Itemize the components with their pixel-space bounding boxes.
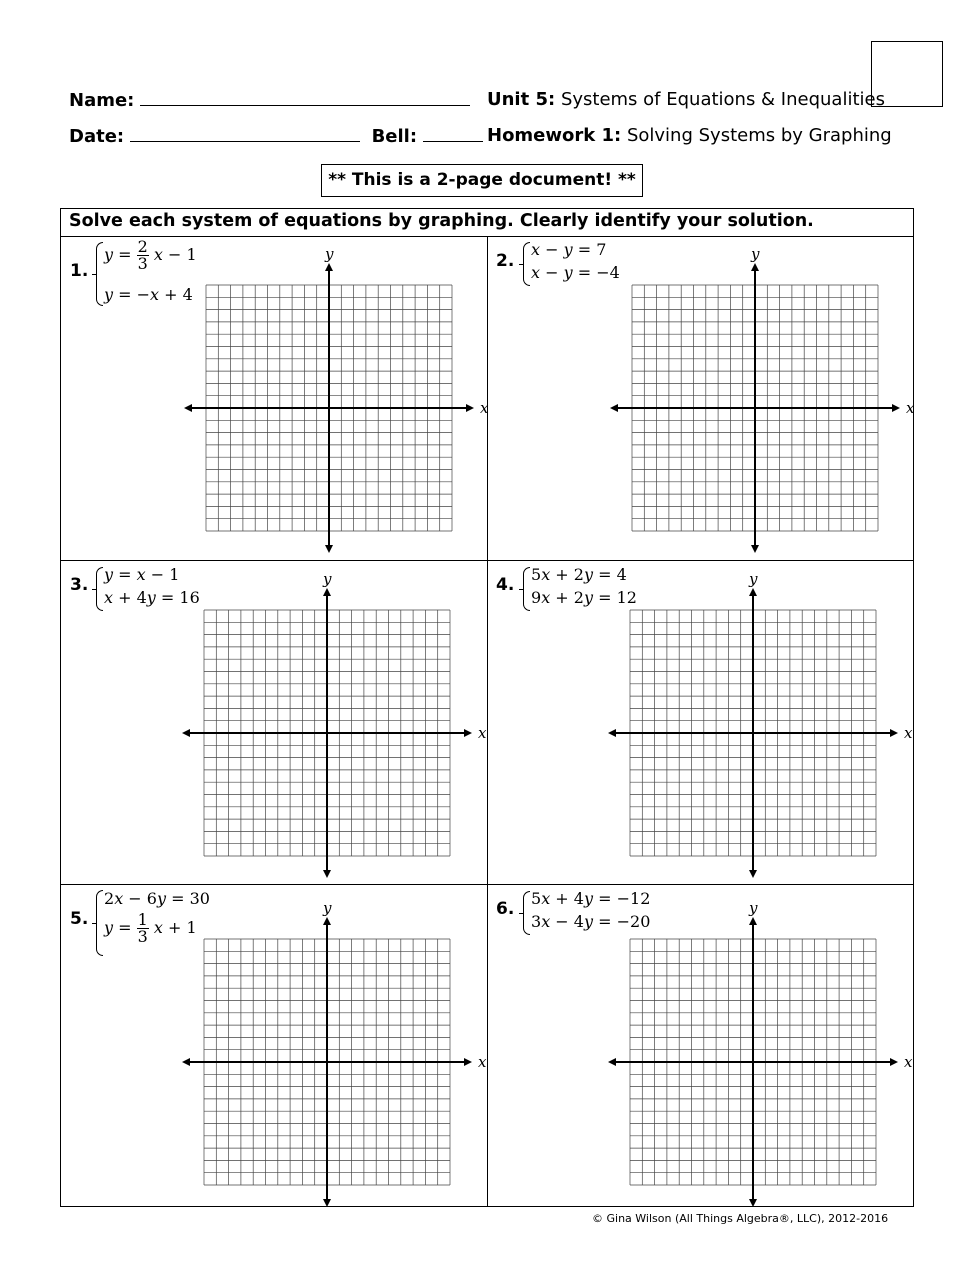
name-field[interactable] xyxy=(140,89,470,106)
x-axis-arrow-left xyxy=(608,1058,616,1066)
instructions: Solve each system of equations by graphing. Clearly identify your solution. xyxy=(69,211,814,231)
coordinate-plane-3[interactable] xyxy=(164,570,520,896)
problem-4-equation-2: 9x + 2y = 12 xyxy=(531,588,637,607)
x-axis-arrow-right xyxy=(890,1058,898,1066)
problem-6-number: 6. xyxy=(496,899,515,919)
coordinate-plane-1[interactable] xyxy=(166,245,522,571)
problem-6-brace xyxy=(523,891,530,935)
homework-label: Homework 1: xyxy=(487,125,622,146)
x-axis-label: x xyxy=(906,399,915,417)
problem-4-number: 4. xyxy=(496,575,515,595)
problem-5-equation-2: y = $\frac{1}{3}$ x + 1 xyxy=(104,910,197,946)
y-axis-arrow-up xyxy=(323,917,331,925)
y-axis-label: y xyxy=(325,245,334,263)
x-axis-label: x xyxy=(478,1053,487,1071)
x-axis-arrow-right xyxy=(464,1058,472,1066)
problem-6-equation-2: 3x − 4y = −20 xyxy=(531,912,651,931)
coordinate-plane-6[interactable] xyxy=(590,899,946,1225)
y-axis-label: y xyxy=(751,245,760,263)
y-axis-arrow-up xyxy=(751,263,759,271)
problem-2-brace xyxy=(523,242,530,286)
y-axis-arrow-down xyxy=(325,545,333,553)
x-axis-arrow-right xyxy=(890,729,898,737)
problem-2-equation-2: x − y = −4 xyxy=(531,263,620,282)
problem-3-number: 3. xyxy=(70,575,89,595)
x-axis-arrow-left xyxy=(610,404,618,412)
y-axis-arrow-up xyxy=(325,263,333,271)
x-axis-arrow-right xyxy=(466,404,474,412)
x-axis-arrow-right xyxy=(892,404,900,412)
fraction: $\frac{2}{3}$ xyxy=(137,237,148,273)
coordinate-plane-2[interactable] xyxy=(592,245,948,571)
y-axis-label: y xyxy=(323,570,332,588)
problem-5-number: 5. xyxy=(70,909,89,929)
x-axis-arrow-left xyxy=(182,1058,190,1066)
problem-4-brace xyxy=(523,567,530,611)
homework-title: Solving Systems by Graphing xyxy=(626,125,892,146)
y-axis-arrow-down xyxy=(749,1199,757,1207)
problem-1-equation-2: y = −x + 4 xyxy=(104,285,193,304)
problem-1-equation-1: y = $\frac{2}{3}$ x − 1 xyxy=(104,237,197,273)
problem-3-equation-2: x + 4y = 16 xyxy=(104,588,200,607)
homework-heading xyxy=(487,125,892,146)
x-axis-label: x xyxy=(904,724,913,742)
date-field[interactable] xyxy=(130,125,360,142)
x-axis-label: x xyxy=(478,724,487,742)
problem-4-equation-1: 5x + 2y = 4 xyxy=(531,565,627,584)
x-axis-arrow-right xyxy=(464,729,472,737)
copyright: © Gina Wilson (All Things Algebra®, LLC), 2012-2016 xyxy=(592,1212,889,1225)
x-axis-arrow-left xyxy=(182,729,190,737)
coordinate-plane-5[interactable] xyxy=(164,899,520,1225)
date-row xyxy=(69,125,483,147)
coordinate-plane-4[interactable] xyxy=(590,570,946,896)
problem-2-number: 2. xyxy=(496,251,515,271)
problem-5-brace xyxy=(96,890,103,956)
y-axis-arrow-up xyxy=(323,588,331,596)
x-axis-arrow-left xyxy=(184,404,192,412)
bell-label: Bell: xyxy=(371,126,418,147)
y-axis-label: y xyxy=(749,570,758,588)
y-axis-arrow-down xyxy=(749,870,757,878)
name-label: Name: xyxy=(69,90,135,111)
score-box[interactable] xyxy=(871,41,943,107)
problem-3-brace xyxy=(96,567,103,611)
x-axis-arrow-left xyxy=(608,729,616,737)
problem-1-brace xyxy=(96,242,103,306)
unit-heading xyxy=(487,89,885,110)
problem-2-equation-1: x − y = 7 xyxy=(531,240,607,259)
problem-5-equation-1: 2x − 6y = 30 xyxy=(104,889,210,908)
y-axis-arrow-down xyxy=(323,1199,331,1207)
fraction: $\frac{1}{3}$ xyxy=(137,910,148,946)
unit-title: Systems of Equations & Inequalities xyxy=(560,89,885,110)
problem-6-equation-1: 5x + 4y = −12 xyxy=(531,889,651,908)
y-axis-arrow-down xyxy=(323,870,331,878)
bell-field[interactable] xyxy=(423,125,483,142)
problem-1-number: 1. xyxy=(70,261,89,281)
notice-banner: ** This is a 2-page document! ** xyxy=(321,164,643,197)
y-axis-arrow-down xyxy=(751,545,759,553)
y-axis-label: y xyxy=(323,899,332,917)
y-axis-label: y xyxy=(749,899,758,917)
y-axis-arrow-up xyxy=(749,917,757,925)
date-label: Date: xyxy=(69,126,125,147)
name-row xyxy=(69,89,470,111)
unit-label: Unit 5: xyxy=(487,89,556,110)
x-axis-label: x xyxy=(904,1053,913,1071)
y-axis-arrow-up xyxy=(749,588,757,596)
x-axis-label: x xyxy=(480,399,489,417)
problem-3-equation-1: y = x − 1 xyxy=(104,565,180,584)
